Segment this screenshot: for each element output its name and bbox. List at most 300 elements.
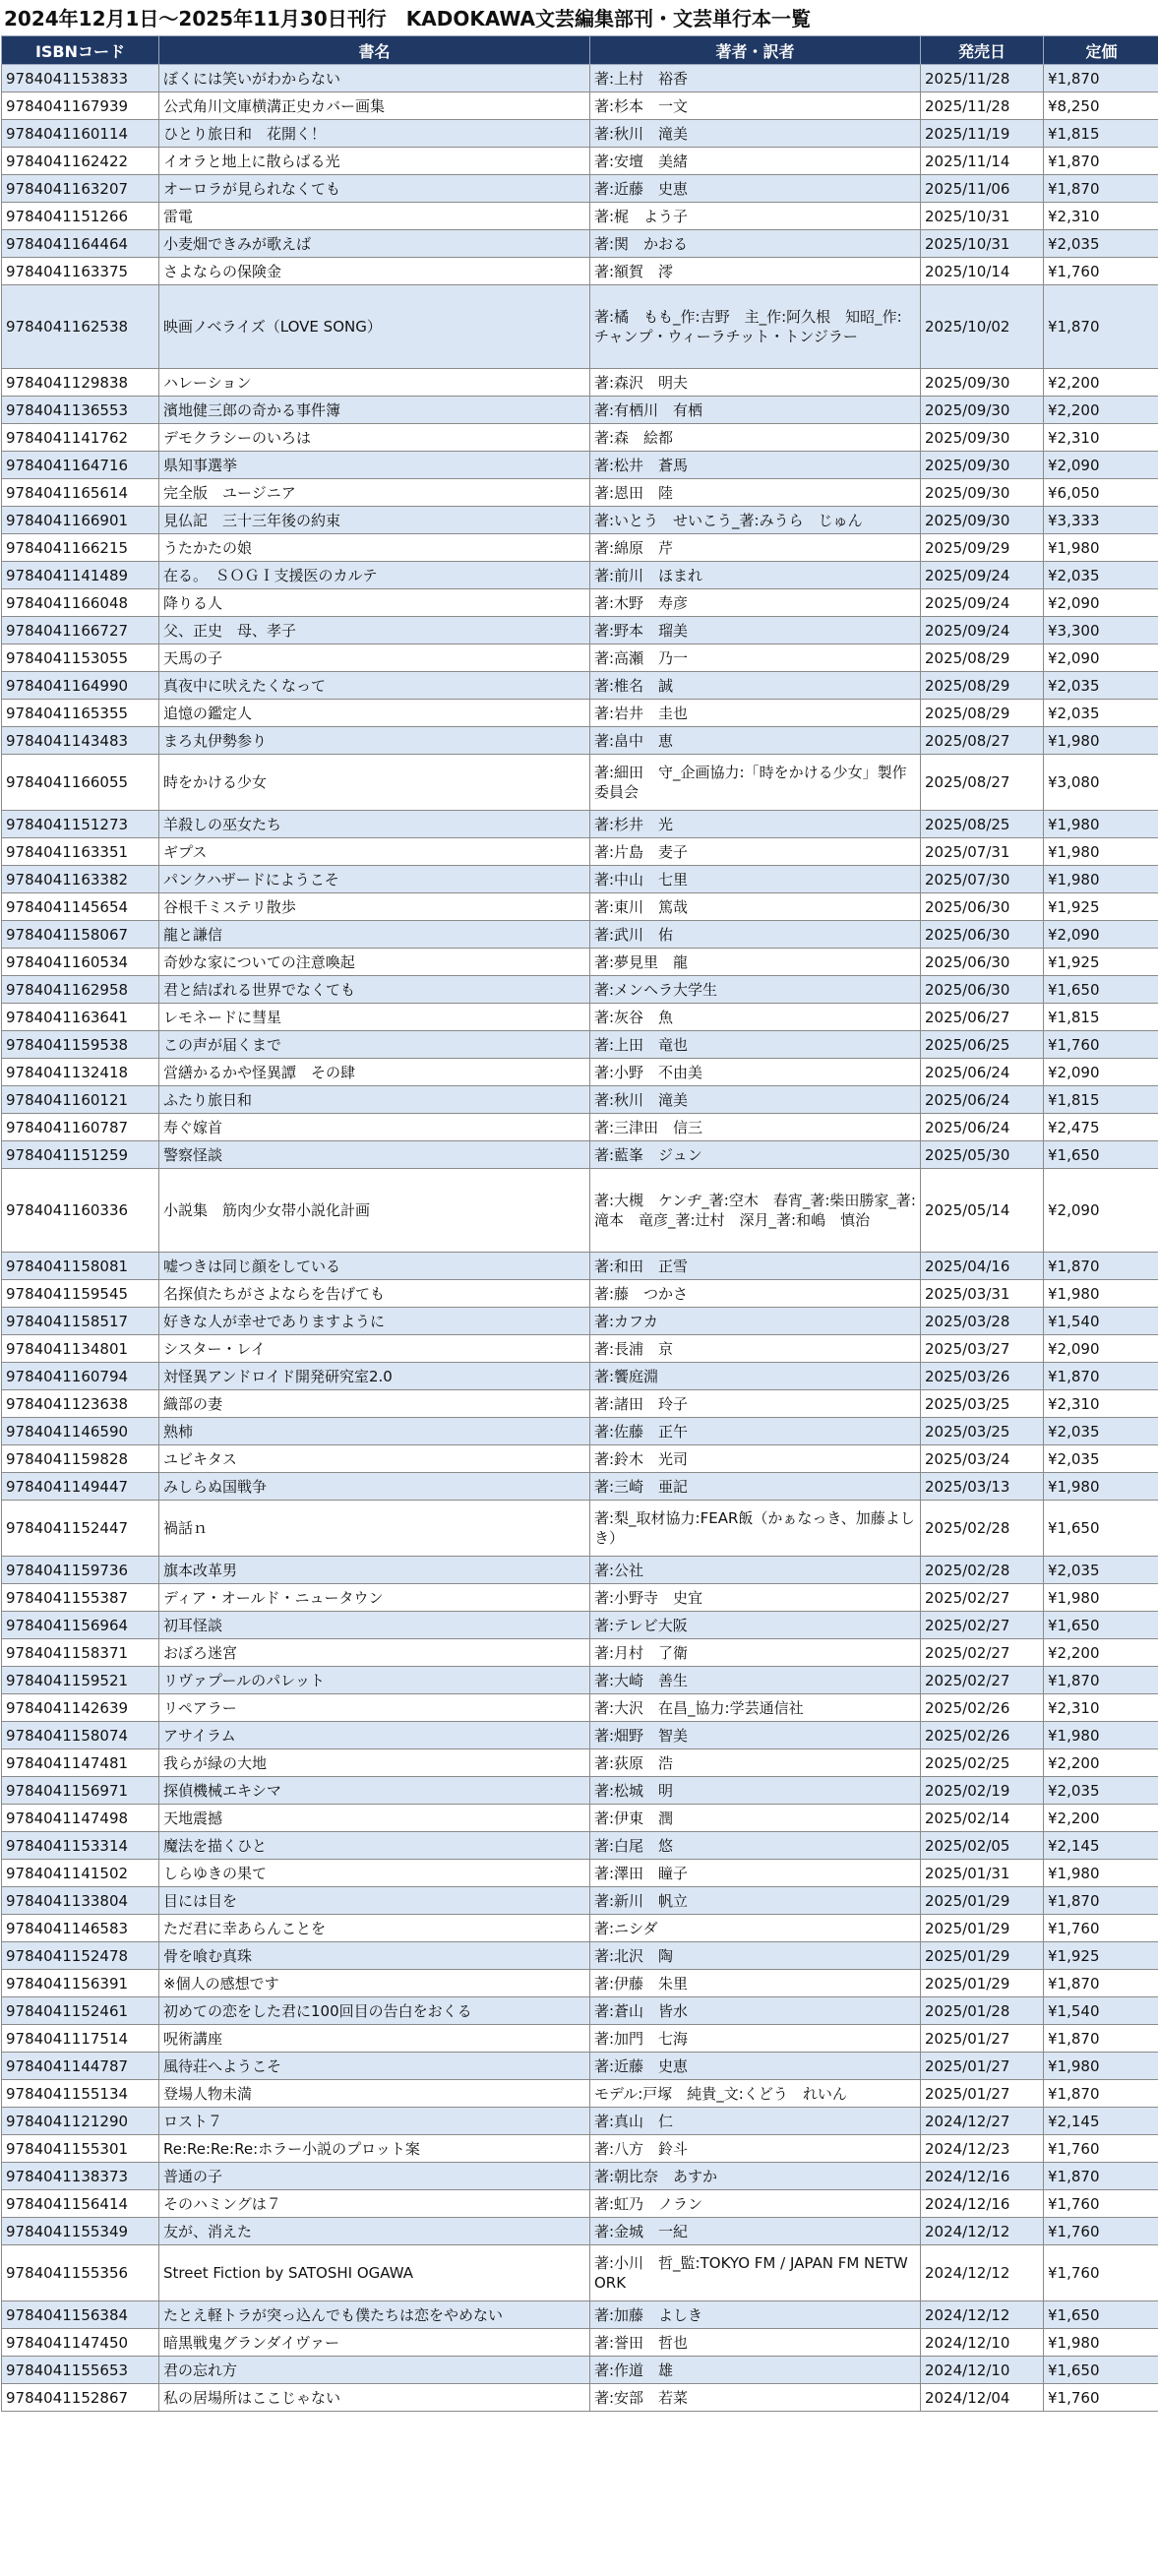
table-row [2, 2384, 1158, 2412]
isbn-cell: 9784041153833 [2, 65, 159, 92]
table-row [2, 1308, 1158, 1335]
isbn-cell: 9784041158067 [2, 921, 159, 949]
price-cell: ¥1,870 [1044, 2163, 1158, 2190]
table-row [2, 976, 1158, 1004]
isbn-cell: 9784041166055 [2, 755, 159, 811]
table-row [2, 1612, 1158, 1639]
author-cell: 著:秋川 滝美 [590, 1086, 921, 1114]
price-cell: ¥2,310 [1044, 424, 1158, 452]
table-row [2, 2108, 1158, 2135]
date-cell: 2025/02/27 [921, 1612, 1044, 1639]
table-row [2, 175, 1158, 203]
date-cell: 2025/11/06 [921, 175, 1044, 203]
isbn-cell: 9784041149447 [2, 1473, 159, 1501]
title-cell: さよならの保険金 [159, 258, 590, 285]
table-row [2, 2329, 1158, 2357]
title-cell: アサイラム [159, 1722, 590, 1749]
title-cell: Street Fiction by SATOSHI OGAWA [159, 2245, 590, 2301]
date-cell: 2025/11/14 [921, 148, 1044, 175]
price-cell: ¥1,760 [1044, 2190, 1158, 2218]
price-cell: ¥1,760 [1044, 1915, 1158, 1942]
table-row [2, 811, 1158, 838]
isbn-cell: 9784041152867 [2, 2384, 159, 2412]
table-row [2, 2163, 1158, 2190]
price-cell: ¥2,090 [1044, 1169, 1158, 1253]
column-header-author: 著者・訳者 [590, 36, 921, 65]
date-cell: 2025/06/30 [921, 949, 1044, 976]
date-cell: 2025/01/29 [921, 1942, 1044, 1970]
title-cell: イオラと地上に散らばる光 [159, 148, 590, 175]
author-cell: 著:藤 つかさ [590, 1280, 921, 1308]
table-row [2, 1557, 1158, 1584]
date-cell: 2025/02/28 [921, 1557, 1044, 1584]
price-cell: ¥2,035 [1044, 1557, 1158, 1584]
isbn-cell: 9784041155653 [2, 2357, 159, 2384]
isbn-cell: 9784041147498 [2, 1805, 159, 1832]
price-cell: ¥1,980 [1044, 2329, 1158, 2357]
price-cell: ¥1,870 [1044, 175, 1158, 203]
date-cell: 2025/10/14 [921, 258, 1044, 285]
table-row [2, 369, 1158, 397]
price-cell: ¥1,870 [1044, 1970, 1158, 1997]
isbn-cell: 9784041136553 [2, 397, 159, 424]
date-cell: 2025/09/29 [921, 534, 1044, 562]
title-cell: 雷電 [159, 203, 590, 230]
date-cell: 2025/06/30 [921, 921, 1044, 949]
price-cell: ¥1,980 [1044, 2053, 1158, 2080]
table-row [2, 424, 1158, 452]
author-cell: 著:八方 鈴斗 [590, 2135, 921, 2163]
author-cell: 著:灰谷 魚 [590, 1004, 921, 1031]
title-cell: 県知事選挙 [159, 452, 590, 479]
isbn-cell: 9784041166901 [2, 507, 159, 534]
isbn-cell: 9784041165614 [2, 479, 159, 507]
title-cell: みしらぬ国戦争 [159, 1473, 590, 1501]
table-row [2, 92, 1158, 120]
isbn-cell: 9784041147481 [2, 1749, 159, 1777]
date-cell: 2025/08/27 [921, 755, 1044, 811]
isbn-cell: 9784041163207 [2, 175, 159, 203]
isbn-cell: 9784041134801 [2, 1335, 159, 1363]
price-cell: ¥2,145 [1044, 2108, 1158, 2135]
title-cell: 映画ノベライズ（LOVE SONG） [159, 285, 590, 369]
price-cell: ¥3,080 [1044, 755, 1158, 811]
isbn-cell: 9784041151259 [2, 1141, 159, 1169]
title-cell: 時をかける少女 [159, 755, 590, 811]
date-cell: 2025/02/28 [921, 1501, 1044, 1557]
date-cell: 2025/07/30 [921, 866, 1044, 893]
author-cell: 著:諸田 玲子 [590, 1390, 921, 1418]
price-cell: ¥2,200 [1044, 1749, 1158, 1777]
date-cell: 2025/01/29 [921, 1970, 1044, 1997]
table-row [2, 1418, 1158, 1445]
price-cell: ¥1,760 [1044, 2245, 1158, 2301]
date-cell: 2025/03/26 [921, 1363, 1044, 1390]
column-header-date: 発売日 [921, 36, 1044, 65]
title-cell: 名探偵たちがさよならを告げても [159, 1280, 590, 1308]
date-cell: 2025/02/27 [921, 1584, 1044, 1612]
date-cell: 2025/06/24 [921, 1086, 1044, 1114]
table-row [2, 949, 1158, 976]
price-cell: ¥2,090 [1044, 1059, 1158, 1086]
date-cell: 2025/01/29 [921, 1915, 1044, 1942]
table-row [2, 2053, 1158, 2080]
title-cell: まろ丸伊勢参り [159, 727, 590, 755]
date-cell: 2025/03/25 [921, 1418, 1044, 1445]
author-cell: 著:畑野 智美 [590, 1722, 921, 1749]
price-cell: ¥1,540 [1044, 1997, 1158, 2025]
isbn-cell: 9784041155349 [2, 2218, 159, 2245]
isbn-cell: 9784041167939 [2, 92, 159, 120]
title-cell: ギプス [159, 838, 590, 866]
table-row [2, 1390, 1158, 1418]
table-row [2, 285, 1158, 369]
price-cell: ¥1,925 [1044, 893, 1158, 921]
header-row [2, 36, 1158, 65]
date-cell: 2025/11/28 [921, 65, 1044, 92]
isbn-cell: 9784041156384 [2, 2301, 159, 2329]
author-cell: 著:澤田 瞳子 [590, 1860, 921, 1887]
title-cell: 羊殺しの巫女たち [159, 811, 590, 838]
author-cell: 著:有栖川 有栖 [590, 397, 921, 424]
price-cell: ¥1,540 [1044, 1308, 1158, 1335]
date-cell: 2025/08/27 [921, 727, 1044, 755]
date-cell: 2025/01/28 [921, 1997, 1044, 2025]
title-cell: 魔法を描くひと [159, 1832, 590, 1860]
date-cell: 2025/01/29 [921, 1887, 1044, 1915]
title-cell: 骨を喰む真珠 [159, 1942, 590, 1970]
table-row [2, 617, 1158, 644]
table-row [2, 2135, 1158, 2163]
isbn-cell: 9784041159828 [2, 1445, 159, 1473]
table-row [2, 1280, 1158, 1308]
date-cell: 2025/02/26 [921, 1694, 1044, 1722]
title-cell: 初めての恋をした君に100回目の告白をおくる [159, 1997, 590, 2025]
price-cell: ¥1,870 [1044, 148, 1158, 175]
date-cell: 2024/12/10 [921, 2329, 1044, 2357]
author-cell: 著:メンヘラ大学生 [590, 976, 921, 1004]
title-cell: 目には目を [159, 1887, 590, 1915]
title-cell: 旗本改革男 [159, 1557, 590, 1584]
isbn-cell: 9784041153314 [2, 1832, 159, 1860]
date-cell: 2024/12/04 [921, 2384, 1044, 2412]
author-cell: 著:東川 篤哉 [590, 893, 921, 921]
author-cell: 著:細田 守_企画協力:「時をかける少女」製作委員会 [590, 755, 921, 811]
title-cell: 天地震撼 [159, 1805, 590, 1832]
date-cell: 2025/03/27 [921, 1335, 1044, 1363]
isbn-cell: 9784041159545 [2, 1280, 159, 1308]
date-cell: 2025/03/31 [921, 1280, 1044, 1308]
author-cell: 著:テレビ大阪 [590, 1612, 921, 1639]
price-cell: ¥2,035 [1044, 230, 1158, 258]
date-cell: 2025/09/30 [921, 507, 1044, 534]
isbn-cell: 9784041141762 [2, 424, 159, 452]
price-cell: ¥1,870 [1044, 1667, 1158, 1694]
author-cell: 著:伊東 潤 [590, 1805, 921, 1832]
isbn-cell: 9784041156414 [2, 2190, 159, 2218]
isbn-cell: 9784041147450 [2, 2329, 159, 2357]
title-cell: 対怪異アンドロイド開発研究室2.0 [159, 1363, 590, 1390]
table-row [2, 1915, 1158, 1942]
date-cell: 2025/06/24 [921, 1059, 1044, 1086]
isbn-cell: 9784041151266 [2, 203, 159, 230]
price-cell: ¥8,250 [1044, 92, 1158, 120]
title-cell: レモネードに彗星 [159, 1004, 590, 1031]
table-row [2, 1887, 1158, 1915]
column-header-price: 定価 [1044, 36, 1158, 65]
date-cell: 2025/08/25 [921, 811, 1044, 838]
table-row [2, 672, 1158, 700]
isbn-cell: 9784041160121 [2, 1086, 159, 1114]
price-cell: ¥1,815 [1044, 1004, 1158, 1031]
date-cell: 2025/01/27 [921, 2080, 1044, 2108]
author-cell: 著:誉田 哲也 [590, 2329, 921, 2357]
price-cell: ¥2,200 [1044, 1805, 1158, 1832]
author-cell: 著:公社 [590, 1557, 921, 1584]
price-cell: ¥1,980 [1044, 811, 1158, 838]
table-row [2, 65, 1158, 92]
isbn-cell: 9784041164716 [2, 452, 159, 479]
title-cell: うたかたの娘 [159, 534, 590, 562]
price-cell: ¥2,145 [1044, 1832, 1158, 1860]
title-cell: パンクハザードにようこそ [159, 866, 590, 893]
table-row [2, 755, 1158, 811]
price-cell: ¥1,650 [1044, 1141, 1158, 1169]
title-cell: 天馬の子 [159, 644, 590, 672]
isbn-cell: 9784041166727 [2, 617, 159, 644]
price-cell: ¥1,760 [1044, 2384, 1158, 2412]
price-cell: ¥1,925 [1044, 949, 1158, 976]
author-cell: 著:木野 寿彦 [590, 589, 921, 617]
isbn-cell: 9784041158517 [2, 1308, 159, 1335]
isbn-cell: 9784041151273 [2, 811, 159, 838]
date-cell: 2025/01/31 [921, 1860, 1044, 1887]
title-cell: 公式角川文庫横溝正史カバー画集 [159, 92, 590, 120]
price-cell: ¥2,475 [1044, 1114, 1158, 1141]
title-cell: 普通の子 [159, 2163, 590, 2190]
isbn-cell: 9784041160794 [2, 1363, 159, 1390]
price-cell: ¥1,650 [1044, 1612, 1158, 1639]
isbn-cell: 9784041117514 [2, 2025, 159, 2053]
isbn-cell: 9784041144787 [2, 2053, 159, 2080]
title-cell: 追憶の鑑定人 [159, 700, 590, 727]
date-cell: 2025/10/31 [921, 203, 1044, 230]
author-cell: 著:高瀬 乃一 [590, 644, 921, 672]
isbn-cell: 9784041159736 [2, 1557, 159, 1584]
price-cell: ¥2,035 [1044, 1418, 1158, 1445]
price-cell: ¥2,090 [1044, 1335, 1158, 1363]
date-cell: 2025/08/29 [921, 644, 1044, 672]
isbn-cell: 9784041159521 [2, 1667, 159, 1694]
price-cell: ¥1,980 [1044, 1473, 1158, 1501]
title-cell: 好きな人が幸せでありますように [159, 1308, 590, 1335]
date-cell: 2025/05/30 [921, 1141, 1044, 1169]
title-cell: 谷根千ミステリ散歩 [159, 893, 590, 921]
table-row [2, 2218, 1158, 2245]
author-cell: 著:加藤 よしき [590, 2301, 921, 2329]
author-cell: 著:加門 七海 [590, 2025, 921, 2053]
title-cell: 小説集 筋肉少女帯小説化計画 [159, 1169, 590, 1253]
table-row [2, 1777, 1158, 1805]
isbn-cell: 9784041155356 [2, 2245, 159, 2301]
table-row [2, 148, 1158, 175]
table-row [2, 644, 1158, 672]
author-cell: 著:岩井 圭也 [590, 700, 921, 727]
author-cell: 著:梶 よう子 [590, 203, 921, 230]
date-cell: 2024/12/23 [921, 2135, 1044, 2163]
table-row [2, 1363, 1158, 1390]
table-row [2, 507, 1158, 534]
table-row [2, 2080, 1158, 2108]
title-cell: ハレーション [159, 369, 590, 397]
date-cell: 2025/06/24 [921, 1114, 1044, 1141]
date-cell: 2025/01/27 [921, 2025, 1044, 2053]
isbn-cell: 9784041121290 [2, 2108, 159, 2135]
table-row [2, 1805, 1158, 1832]
table-row [2, 562, 1158, 589]
table-row [2, 2190, 1158, 2218]
price-cell: ¥1,870 [1044, 1253, 1158, 1280]
author-cell: 著:大崎 善生 [590, 1667, 921, 1694]
table-row [2, 479, 1158, 507]
table-row [2, 589, 1158, 617]
price-cell: ¥1,870 [1044, 285, 1158, 369]
isbn-cell: 9784041132418 [2, 1059, 159, 1086]
author-cell: 著:椎名 誠 [590, 672, 921, 700]
title-cell: 濱地健三郎の奇かる事件簿 [159, 397, 590, 424]
author-cell: 著:森 絵都 [590, 424, 921, 452]
price-cell: ¥2,200 [1044, 397, 1158, 424]
author-cell: 著:安部 若菜 [590, 2384, 921, 2412]
table-row [2, 1004, 1158, 1031]
author-cell: 著:和田 正雪 [590, 1253, 921, 1280]
date-cell: 2024/12/10 [921, 2357, 1044, 2384]
date-cell: 2025/01/27 [921, 2053, 1044, 2080]
author-cell: 著:真山 仁 [590, 2108, 921, 2135]
title-cell: この声が届くまで [159, 1031, 590, 1059]
isbn-cell: 9784041155387 [2, 1584, 159, 1612]
isbn-cell: 9784041156971 [2, 1777, 159, 1805]
title-cell: 警察怪談 [159, 1141, 590, 1169]
table-row [2, 2301, 1158, 2329]
author-cell: 著:片島 麦子 [590, 838, 921, 866]
author-cell: 著:いとう せいこう_著:みうら じゅん [590, 507, 921, 534]
table-row [2, 727, 1158, 755]
price-cell: ¥2,035 [1044, 1777, 1158, 1805]
author-cell: 著:近藤 史恵 [590, 2053, 921, 2080]
date-cell: 2025/10/02 [921, 285, 1044, 369]
title-cell: シスター・レイ [159, 1335, 590, 1363]
table-row [2, 893, 1158, 921]
title-cell: オーロラが見られなくても [159, 175, 590, 203]
isbn-cell: 9784041155301 [2, 2135, 159, 2163]
date-cell: 2025/08/29 [921, 672, 1044, 700]
isbn-cell: 9784041163382 [2, 866, 159, 893]
date-cell: 2025/04/16 [921, 1253, 1044, 1280]
price-cell: ¥2,090 [1044, 644, 1158, 672]
price-cell: ¥1,650 [1044, 976, 1158, 1004]
author-cell: 著:蒼山 皆水 [590, 1997, 921, 2025]
price-cell: ¥2,310 [1044, 203, 1158, 230]
date-cell: 2024/12/16 [921, 2190, 1044, 2218]
date-cell: 2025/09/30 [921, 424, 1044, 452]
table-row [2, 1169, 1158, 1253]
isbn-cell: 9784041141502 [2, 1860, 159, 1887]
author-cell: 著:畠中 恵 [590, 727, 921, 755]
table-row [2, 921, 1158, 949]
isbn-cell: 9784041158371 [2, 1639, 159, 1667]
isbn-cell: 9784041138373 [2, 2163, 159, 2190]
title-cell: 龍と謙信 [159, 921, 590, 949]
author-cell: 著:夢見里 龍 [590, 949, 921, 976]
isbn-cell: 9784041165355 [2, 700, 159, 727]
price-cell: ¥1,980 [1044, 866, 1158, 893]
price-cell: ¥1,980 [1044, 727, 1158, 755]
price-cell: ¥1,870 [1044, 2080, 1158, 2108]
author-cell: 著:北沢 陶 [590, 1942, 921, 1970]
price-cell: ¥2,090 [1044, 921, 1158, 949]
author-cell: 著:大沢 在昌_協力:学芸通信社 [590, 1694, 921, 1722]
title-cell: 呪術講座 [159, 2025, 590, 2053]
author-cell: 著:野本 瑠美 [590, 617, 921, 644]
date-cell: 2025/09/30 [921, 452, 1044, 479]
price-cell: ¥1,760 [1044, 2218, 1158, 2245]
title-cell: ユビキタス [159, 1445, 590, 1473]
isbn-cell: 9784041141489 [2, 562, 159, 589]
isbn-cell: 9784041162538 [2, 285, 159, 369]
table-row [2, 1832, 1158, 1860]
table-row [2, 203, 1158, 230]
title-cell: おぼろ迷宮 [159, 1639, 590, 1667]
date-cell: 2025/10/31 [921, 230, 1044, 258]
author-cell: 著:橘 もも_作:吉野 主_作:阿久根 知昭_作:チャンプ・ウィーラチット・トンジラー [590, 285, 921, 369]
author-cell: 著:佐藤 正午 [590, 1418, 921, 1445]
price-cell: ¥1,980 [1044, 838, 1158, 866]
date-cell: 2025/03/13 [921, 1473, 1044, 1501]
table-row [2, 1667, 1158, 1694]
title-cell: ※個人の感想です [159, 1970, 590, 1997]
date-cell: 2025/06/27 [921, 1004, 1044, 1031]
isbn-cell: 9784041146583 [2, 1915, 159, 1942]
title-cell: たとえ軽トラが突っ込んでも僕たちは恋をやめない [159, 2301, 590, 2329]
title-cell: 君と結ばれる世界でなくても [159, 976, 590, 1004]
table-row [2, 1059, 1158, 1086]
table-row [2, 700, 1158, 727]
table-row [2, 1253, 1158, 1280]
table-row [2, 120, 1158, 148]
price-cell: ¥1,650 [1044, 2301, 1158, 2329]
author-cell: 著:松城 明 [590, 1777, 921, 1805]
table-body [2, 65, 1158, 2412]
author-cell: モデル:戸塚 純貴_文:くどう れいん [590, 2080, 921, 2108]
isbn-cell: 9784041155134 [2, 2080, 159, 2108]
title-cell: ひとり旅日和 花開く！ [159, 120, 590, 148]
title-cell: ディア・オールド・ニュータウン [159, 1584, 590, 1612]
price-cell: ¥1,870 [1044, 2025, 1158, 2053]
price-cell: ¥1,870 [1044, 1887, 1158, 1915]
date-cell: 2025/03/24 [921, 1445, 1044, 1473]
date-cell: 2025/09/30 [921, 397, 1044, 424]
price-cell: ¥1,925 [1044, 1942, 1158, 1970]
isbn-cell: 9784041145654 [2, 893, 159, 921]
date-cell: 2025/03/25 [921, 1390, 1044, 1418]
table-row [2, 1584, 1158, 1612]
table-row [2, 397, 1158, 424]
isbn-cell: 9784041143483 [2, 727, 159, 755]
title-cell: 君の忘れ方 [159, 2357, 590, 2384]
table-row [2, 2357, 1158, 2384]
price-cell: ¥1,760 [1044, 258, 1158, 285]
